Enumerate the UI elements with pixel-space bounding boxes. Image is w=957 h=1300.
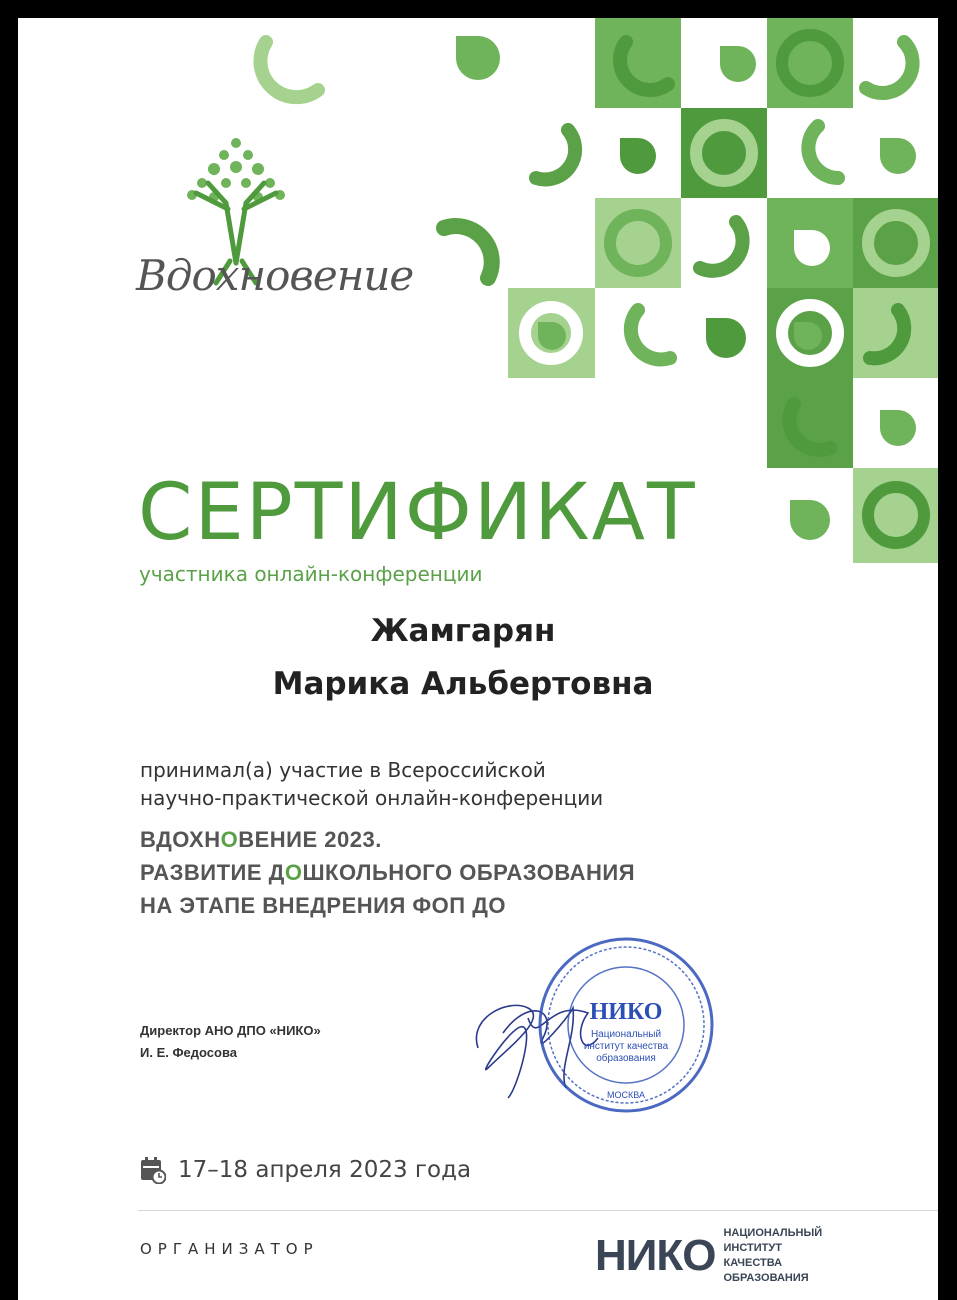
participation-text [140, 756, 760, 812]
certificate-title: СЕРТИФИКАТ [138, 468, 697, 558]
stamp-line-1: Национальный [590, 1029, 662, 1040]
participation-line-2: научно-практической онлайн-конференции [140, 786, 604, 810]
calendar-clock-icon [140, 1156, 166, 1184]
inspiration-tree-logo [136, 133, 366, 343]
stamp-line-3: образования [596, 1053, 656, 1064]
stamp-line-2: институт качества [583, 1041, 669, 1052]
stamp-title: НИКО [589, 999, 663, 1025]
niko-organizer-logo [595, 1226, 863, 1286]
recipient-surname: Жамгарян [370, 613, 556, 649]
conference-title-line-1: ВДОХНОВЕНИЕ 2023. [140, 827, 382, 852]
conference-title-line-2: РАЗВИТИЕ ДОШКОЛЬНОГО ОБРАЗОВАНИЯ [140, 860, 636, 885]
event-dates-row [140, 1156, 471, 1184]
participation-line-1: принимал(а) участие в Всероссийской [140, 758, 546, 782]
certificate-subtitle: участника онлайн-конференции [139, 562, 483, 586]
signatory-block [140, 1020, 321, 1064]
niko-logo-mark: НИКО [595, 1231, 716, 1280]
niko-logo-name-line-2: КАЧЕСТВА ОБРАЗОВАНИЯ [723, 1257, 809, 1284]
signatory-position: Директор АНО ДПО «НИКО» [140, 1023, 321, 1038]
certificate-sheet [18, 18, 938, 1300]
stamp-city: МОСКВА [607, 1090, 645, 1100]
organization-stamp [536, 935, 716, 1115]
signatory-name: И. Е. Федосова [140, 1045, 238, 1060]
niko-logo-name [723, 1226, 863, 1286]
logo-wordmark: Вдохновение [136, 251, 414, 300]
footer-divider [138, 1210, 938, 1211]
conference-title-line-3: НА ЭТАПЕ ВНЕДРЕНИЯ ФОП ДО [140, 893, 506, 918]
niko-logo-name-line-1: НАЦИОНАЛЬНЫЙ ИНСТИТУТ [723, 1227, 823, 1254]
event-dates: 17–18 апреля 2023 года [178, 1157, 472, 1183]
organizer-label: ОРГАНИЗАТОР [140, 1240, 319, 1258]
conference-title [140, 823, 840, 922]
recipient-given-names: Марика Альбертовна [272, 666, 654, 702]
